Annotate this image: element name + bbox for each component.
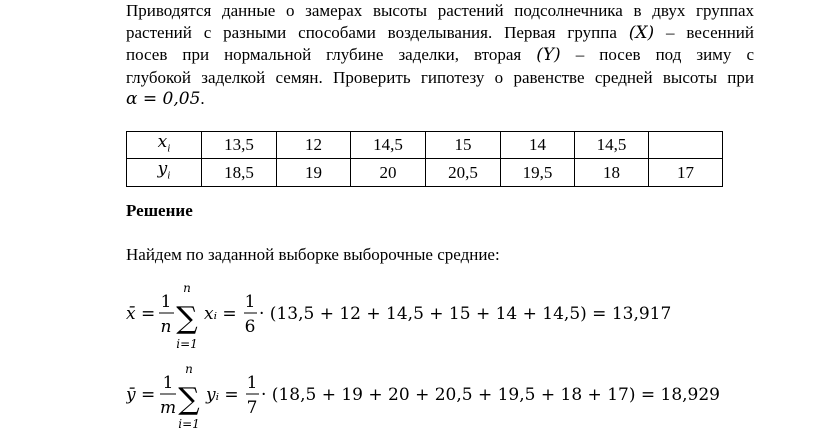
problem-line-2 [126, 22, 754, 45]
problem-line-3 [126, 44, 754, 67]
formula-x-frac-den: n [160, 317, 172, 337]
formula-y-lhs: ȳ = [126, 385, 156, 405]
sum-symbol-y: ∑ [178, 382, 200, 417]
formula-x-sum-top: n [183, 281, 191, 295]
sum-symbol-x: ∑ [176, 301, 198, 336]
formula-x-sum-bottom: i=1 [176, 337, 198, 351]
row-label-y [127, 159, 202, 186]
formula-x-term: xᵢ = [204, 304, 237, 324]
formula-y-frac-num: 1 [162, 373, 174, 393]
table-cell: 14 [501, 132, 575, 159]
table-cell: 20,5 [426, 159, 501, 186]
table-cell: 14,5 [351, 132, 426, 159]
problem-statement [126, 0, 754, 111]
problem-line-5 [126, 88, 754, 111]
table-cell: 17 [649, 159, 723, 186]
row-label-y-sub: i [167, 169, 171, 182]
problem-line-2-text: растений с разными способами возделывания. Первая группа [126, 22, 617, 42]
problem-line-2-tail: – весенний [666, 22, 754, 42]
row-label-x-sub: i [167, 142, 171, 155]
variable-x: (X) [628, 22, 655, 43]
formula-y-frac2-num: 1 [246, 373, 258, 393]
problem-line-5-end: . [200, 89, 205, 108]
formula-y-frac2-den: 7 [246, 398, 258, 418]
formula-x-frac2-num: 1 [244, 292, 256, 312]
problem-line-3-tail: – посев под зиму с [575, 45, 754, 64]
formula-y-expr: · (18,5 + 19 + 20 + 20,5 + 19,5 + 18 + 17) = 18,929 [261, 385, 720, 405]
problem-line-4: глубокой заделкой семян. Проверить гипотезу о равенстве средней высоты при [126, 67, 754, 87]
data-table [126, 131, 723, 187]
alpha-value: α = 0,05 [126, 89, 201, 109]
formula-y-sum-top: n [185, 362, 193, 376]
row-label-x-var: x [157, 132, 168, 152]
formula-x-frac2-den: 6 [244, 317, 256, 337]
table-cell: 13,5 [202, 132, 277, 159]
table-row-y [127, 159, 723, 186]
formula-y-sum-bottom: i=1 [178, 417, 200, 430]
formula-x-frac-num: 1 [160, 292, 172, 312]
row-label-x [127, 132, 202, 159]
problem-line-1: Приводятся данные о замерах высоты растений подсолнечника в двух группах [126, 1, 754, 20]
row-label-y-var: y [157, 159, 168, 180]
formula-x-expr: · (13,5 + 12 + 14,5 + 15 + 14 + 14,5) = 13,917 [259, 304, 672, 324]
solution-intro: Найдем по заданной выборке выборочные средние: [126, 245, 500, 264]
table-cell: 14,5 [575, 132, 649, 159]
formula-y-mean [126, 358, 726, 430]
table-cell: 19,5 [501, 159, 575, 186]
formula-y-frac-den: m [159, 398, 177, 418]
table-cell [649, 132, 723, 159]
table-row-x [127, 132, 723, 159]
table-cell: 18 [575, 159, 649, 186]
table-cell: 15 [426, 132, 501, 159]
variable-y: (Y) [536, 45, 561, 65]
table-cell: 19 [277, 159, 351, 186]
formula-x-lhs: x̄ = [126, 304, 156, 324]
formula-x-mean [126, 272, 726, 354]
problem-line-3-text: посев при нормальной глубине заделки, вторая [126, 45, 522, 64]
table-cell: 12 [277, 132, 351, 159]
table-cell: 18,5 [202, 159, 277, 186]
formula-y-term: yᵢ = [206, 385, 239, 405]
table-cell: 20 [351, 159, 426, 186]
solution-heading: Решение [126, 201, 193, 220]
